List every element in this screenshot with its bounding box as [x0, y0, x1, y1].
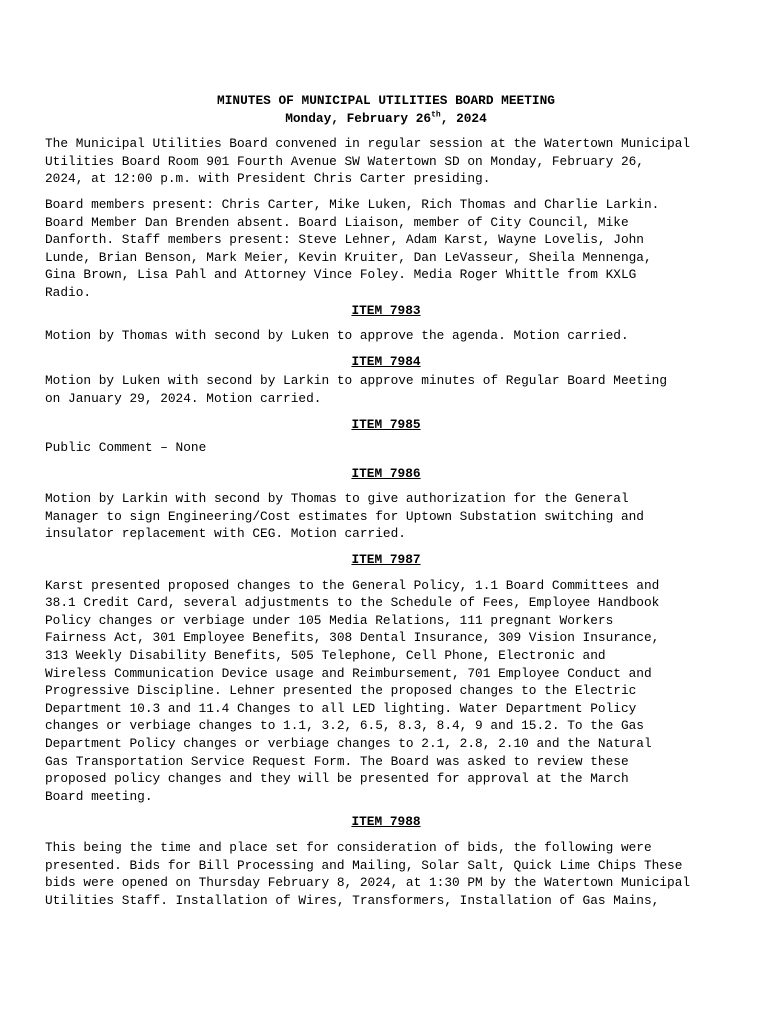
text-line: 38.1 Credit Card, several adjustments to the Schedule of Fees, Employee Handbook [45, 595, 660, 611]
text-line: Board meeting. [45, 788, 153, 804]
text-line: Policy changes or verbiage under 105 Media Relations, 111 pregnant Workers [45, 612, 614, 628]
text-line: bids were opened on Thursday February 8, 2024, at 1:30 PM by the Watertown Municipal [45, 875, 691, 891]
text-line: Motion by Thomas with second by Luken to approve the agenda. Motion carried. [45, 328, 629, 344]
item-body [45, 577, 727, 806]
text-line: Board Member Dan Brenden absent. Board Liaison, member of City Council, Mike [45, 214, 629, 230]
text-line: Manager to sign Engineering/Cost estimates for Uptown Substation switching and [45, 508, 644, 524]
title-line-2: Monday, February 26th, 2024 [285, 110, 487, 126]
text-line: Lunde, Brian Benson, Mark Meier, Kevin Kruiter, Dan LeVasseur, Sheila Mennenga, [45, 249, 652, 265]
text-line: Fairness Act, 301 Employee Benefits, 308 Dental Insurance, 309 Vision Insurance, [45, 630, 660, 646]
text-line: Department Policy changes or verbiage changes to 2.1, 2.8, 2.10 and the Natural [45, 736, 652, 751]
text-line: Utilities Staff. Installation of Wires, Transformers, Installation of Gas Mains, [45, 892, 660, 908]
item-heading: ITEM 7983 [351, 302, 421, 318]
item-heading: ITEM 7986 [351, 465, 421, 481]
text-line: changes or verbiage changes to 1.1, 3.2, 6.5, 8.3, 8.4, 9 and 15.2. To the Gas [45, 718, 644, 734]
document-page [45, 92, 727, 909]
text-line: This being the time and place set for consideration of bids, the following were [45, 839, 652, 855]
text-line: Wireless Communication Device usage and Reimbursement, 701 Employee Conduct and [45, 665, 652, 681]
text-line: The Municipal Utilities Board convened in regular session at the Watertown Municipal [45, 136, 691, 152]
text-line: Progressive Discipline. Lehner presented the proposed changes to the Electric [45, 683, 637, 699]
text-line: Public Comment – None [45, 440, 207, 456]
text-line: proposed policy changes and they will be presented for approval at the March [45, 771, 629, 787]
item-body [45, 372, 727, 407]
item-body [45, 490, 727, 543]
item-heading: ITEM 7984 [351, 353, 421, 369]
document-title [45, 92, 727, 127]
attendance-paragraph [45, 196, 727, 302]
text-line: Gina Brown, Lisa Pahl and Attorney Vince Foley. Media Roger Whittle from KXLG [45, 267, 637, 283]
intro-paragraph [45, 135, 727, 188]
text-line: presented. Bids for Bill Processing and Mailing, Solar Salt, Quick Lime Chips These [45, 857, 683, 873]
text-line: Gas Transportation Service Request Form. The Board was asked to review these [45, 753, 629, 769]
text-line: Board members present: Chris Carter, Mike Luken, Rich Thomas and Charlie Larkin. [45, 196, 660, 212]
item-body [45, 839, 727, 909]
item-heading: ITEM 7988 [351, 814, 421, 830]
text-line: insulator replacement with CEG. Motion carried. [45, 526, 406, 542]
item-heading: ITEM 7987 [351, 552, 421, 568]
text-line: Utilities Board Room 901 Fourth Avenue SW Watertown SD on Monday, February 26, [45, 153, 644, 169]
text-line: 313 Weekly Disability Benefits, 505 Telephone, Cell Phone, Electronic and [45, 648, 606, 664]
text-line: Motion by Luken with second by Larkin to approve minutes of Regular Board Meeting [45, 373, 668, 389]
item-body [45, 439, 727, 457]
text-line: on January 29, 2024. Motion carried. [45, 390, 322, 406]
item-body [45, 327, 727, 345]
text-line: 2024, at 12:00 p.m. with President Chris Carter presiding. [45, 171, 491, 187]
item-heading: ITEM 7985 [351, 416, 421, 432]
title-line-1: MINUTES OF MUNICIPAL UTILITIES BOARD MEETING [217, 93, 555, 108]
text-line: Motion by Larkin with second by Thomas to give authorization for the General [45, 491, 629, 507]
text-line: Department 10.3 and 11.4 Changes to all LED lighting. Water Department Policy [45, 700, 637, 716]
text-line: Karst presented proposed changes to the General Policy, 1.1 Board Committees and [45, 577, 660, 593]
text-line: Radio. [45, 284, 92, 300]
text-line: Danforth. Staff members present: Steve Lehner, Adam Karst, Wayne Lovelis, John [45, 232, 644, 248]
